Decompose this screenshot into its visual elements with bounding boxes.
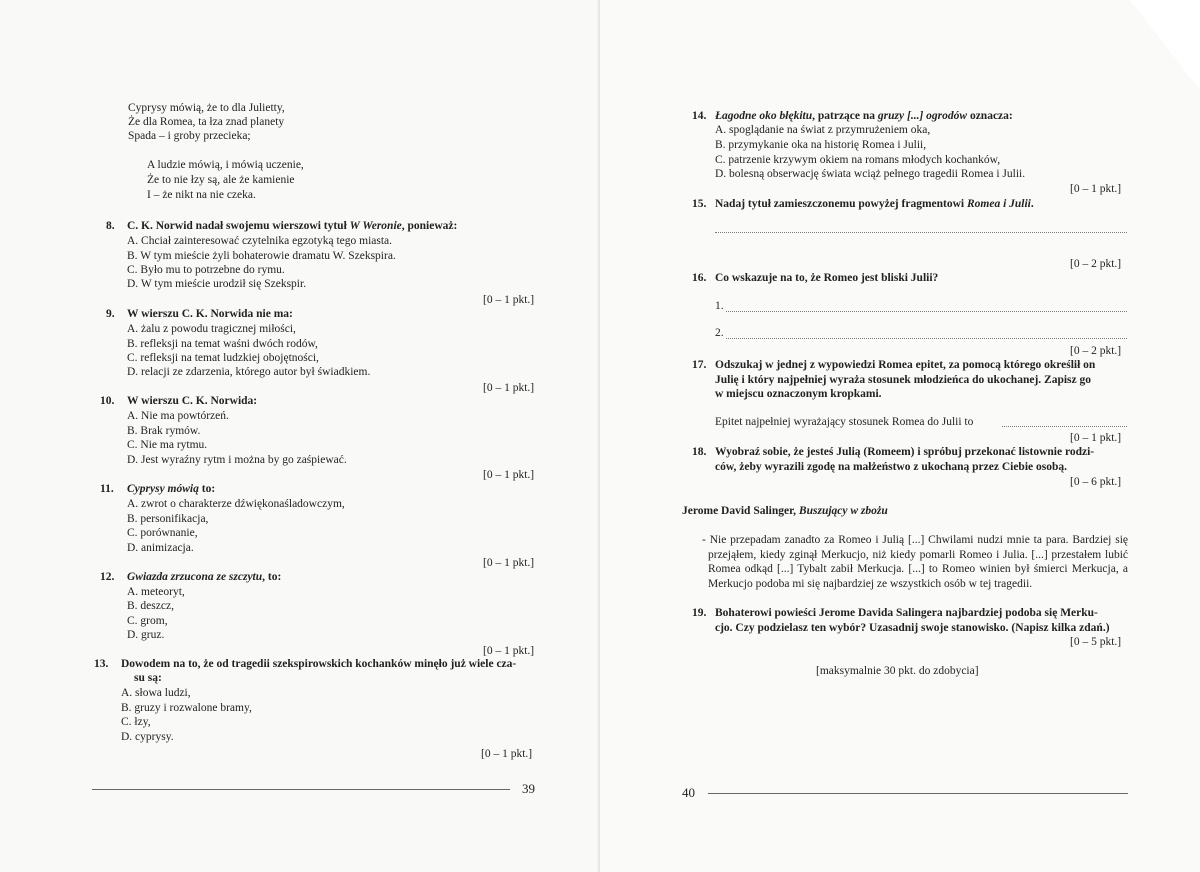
answer-line[interactable] [726, 311, 1127, 312]
answer-line[interactable] [726, 338, 1127, 339]
points: [0 – 1 pkt.] [1070, 432, 1122, 444]
question-stem: w miejscu oznaczonym kropkami. [715, 388, 882, 400]
question-number: 9. [106, 308, 115, 320]
question-stem: su są: [134, 672, 162, 684]
poem-line: Spada – i groby przecieka; [128, 130, 251, 142]
option-b: B. personifikacja, [127, 513, 209, 525]
option-d: D. bolesną obserwację świata wciąż pełnego tragedii Romea i Julii. [715, 168, 1026, 180]
option-b: B. przymykanie oka na historię Romea i Julii, [715, 139, 927, 151]
option-a: A. słowa ludzi, [121, 687, 191, 699]
option-c: C. Nie ma rytmu. [127, 439, 208, 451]
question-number: 14. [692, 110, 707, 122]
option-c: C. Było mu to potrzebne do rymu. [127, 264, 285, 276]
points: [0 – 1 pkt.] [481, 748, 533, 760]
question-number: 10. [100, 395, 115, 407]
question-number: 11. [100, 483, 114, 495]
points: [0 – 1 pkt.] [483, 382, 535, 394]
option-c: C. patrzenie krzywym okiem na romans młodych kochanków, [715, 154, 1001, 166]
answer-label: 1. [715, 300, 724, 312]
poem-line: Że dla Romea, ta łza znad planety [128, 116, 285, 128]
option-c: C. łzy, [121, 716, 151, 728]
option-c: C. refleksji na temat ludzkiej obojętności, [127, 352, 319, 364]
points: [0 – 1 pkt.] [1070, 183, 1122, 195]
points: [0 – 1 pkt.] [483, 645, 535, 657]
question-number: 18. [692, 446, 707, 458]
question-stem: Nadaj tytuł zamieszczonemu powyżej fragmentowi Romea i Julii. [715, 198, 1034, 210]
question-number: 17. [692, 359, 707, 371]
question-stem: Odszukaj w jednej z wypowiedzi Romea epitet, za pomocą którego określił on [715, 359, 1096, 371]
points: [0 – 2 pkt.] [1070, 345, 1122, 357]
scan-corner [1130, 0, 1200, 90]
points: [0 – 6 pkt.] [1070, 476, 1122, 488]
question-stem: Gwiazda zrzucona ze szczytu, to: [127, 571, 282, 583]
footer-rule [92, 789, 510, 790]
option-b: B. gruzy i rozwalone bramy, [121, 702, 252, 714]
option-a: A. meteoryt, [127, 586, 185, 598]
option-b: B. Brak rymów. [127, 425, 201, 437]
poem-line: Że to nie łzy są, ale że kamienie [147, 174, 295, 186]
points: [0 – 1 pkt.] [483, 294, 535, 306]
option-a: A. żalu z powodu tragicznej miłości, [127, 323, 296, 335]
option-a: A. zwrot o charakterze dźwiękonaśladowczym, [127, 498, 345, 510]
excerpt-text: - Nie przepadam zanadto za Romeo i Julią [...] Chwilami nudzi mnie ta para. Bardziej się przejąłem, kiedy zginął Merkucjo, niż kiedy pomarli Romeo i Julia. [...] przestałem lubić Romea odkąd [...] Tybalt zabił Merkucja. [...] to Romeo winien był śmierci Merkucja, a Merkucjo podoba mi się najbardziej ze wszystkich osób w tej tragedii. [702, 534, 1128, 590]
points: [0 – 1 pkt.] [483, 557, 535, 569]
option-d: D. animizacja. [127, 542, 194, 554]
poem-line: A ludzie mówią, i mówią uczenie, [147, 159, 304, 171]
right-page [600, 0, 1200, 872]
option-b: B. deszcz, [127, 600, 174, 612]
question-stem: Co wskazuje na to, że Romeo jest bliski Julii? [715, 272, 939, 284]
question-stem: Bohaterowi powieści Jerome Davida Salingera najbardziej podoba się Merku- [715, 607, 1098, 619]
question-stem: C. K. Norwid nadał swojemu wierszowi tytuł W Weronie, ponieważ: [127, 220, 458, 232]
question-number: 13. [94, 658, 109, 670]
option-b: B. refleksji na temat waśni dwóch rodów, [127, 338, 318, 350]
option-c: C. grom, [127, 615, 168, 627]
question-stem: Cyprysy mówią to: [127, 483, 216, 495]
page-number: 39 [522, 781, 535, 796]
excerpt-source: Jerome David Salinger, Buszujący w zbożu [682, 505, 888, 517]
question-stem: Dowodem na to, że od tragedii szekspirowskich kochanków minęło już wiele cza- [121, 658, 517, 670]
question-stem: W wierszu C. K. Norwida: [127, 395, 258, 407]
poem-line: Cyprysy mówią, że to dla Julietty, [128, 102, 285, 114]
question-number: 16. [692, 272, 707, 284]
option-c: C. porównanie, [127, 527, 198, 539]
question-stem: ców, żeby wyrazili zgodę na małżeństwo z ukochaną przez Ciebie osobą. [715, 461, 1067, 473]
question-number: 12. [100, 571, 115, 583]
points: [0 – 2 pkt.] [1070, 258, 1122, 270]
answer-prompt: Epitet najpełniej wyrażający stosunek Romea do Julii to [715, 416, 974, 428]
answer-line[interactable] [1002, 426, 1127, 427]
page-number: 40 [682, 785, 695, 800]
option-d: D. cyprysy. [121, 731, 174, 743]
question-stem: Julię i który najpełniej wyraża stosunek młodzieńca do ukochanej. Zapisz go [715, 374, 1092, 386]
poem-line: I – że nikt na nie czeka. [147, 189, 256, 201]
points: [0 – 5 pkt.] [1070, 636, 1122, 648]
option-d: D. Jest wyraźny rytm i można by go zaśpiewać. [127, 454, 347, 466]
question-number: 8. [106, 220, 115, 232]
answer-line[interactable] [715, 232, 1127, 233]
total-points: [maksymalnie 30 pkt. do zdobycia] [816, 665, 979, 677]
question-stem: Wyobraź sobie, że jesteś Julią (Romeem) i spróbuj przekonać listownie rodzi- [715, 446, 1095, 458]
question-number: 15. [692, 198, 707, 210]
points: [0 – 1 pkt.] [483, 469, 535, 481]
question-stem: cjo. Czy podzielasz ten wybór? Uzasadnij swoje stanowisko. (Napisz kilka zdań.) [715, 622, 1110, 634]
option-d: D. W tym mieście urodził się Szekspir. [127, 278, 307, 290]
option-a: A. Chciał zainteresować czytelnika egzotyką tego miasta. [127, 235, 393, 247]
option-d: D. gruz. [127, 629, 165, 641]
option-d: D. relacji ze zdarzenia, którego autor był świadkiem. [127, 366, 371, 378]
option-a: A. Nie ma powtórzeń. [127, 410, 229, 422]
question-stem: W wierszu C. K. Norwida nie ma: [127, 308, 293, 320]
answer-label: 2. [715, 327, 724, 339]
footer-rule [708, 793, 1128, 794]
question-stem: Łagodne oko błękitu, patrzące na gruzy [...] ogrodów oznacza: [715, 110, 1013, 122]
option-a: A. spoglądanie na świat z przymrużeniem oka, [715, 124, 931, 136]
question-number: 19. [692, 607, 707, 619]
option-b: B. W tym mieście żyli bohaterowie dramatu W. Szekspira. [127, 250, 396, 262]
